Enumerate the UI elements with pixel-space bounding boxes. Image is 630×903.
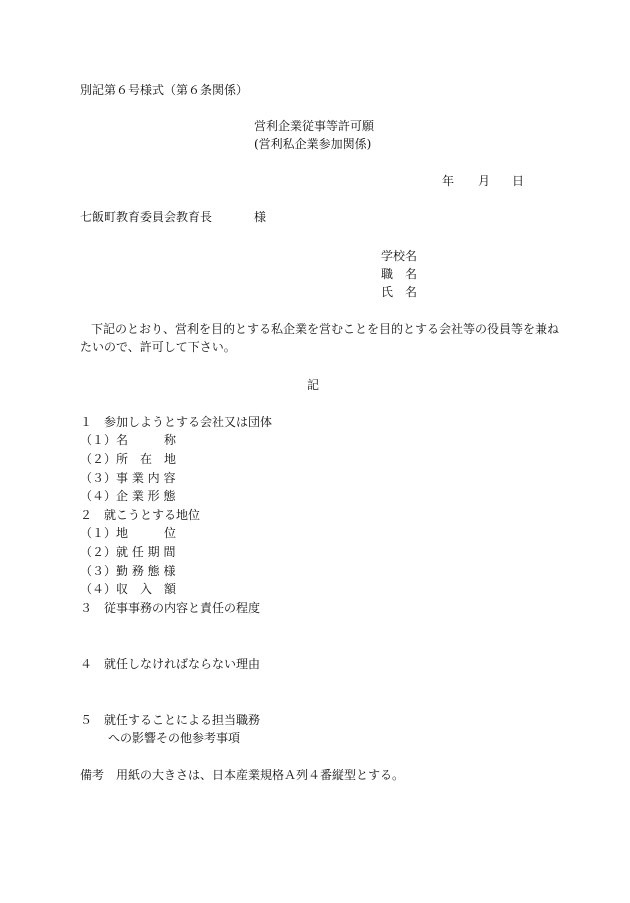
date-month-label: 月 bbox=[478, 174, 491, 188]
section-5-heading-continued: への影響その他参考事項 bbox=[108, 731, 241, 745]
section-1-item: （４）企 業 形 態 bbox=[80, 489, 176, 503]
section-3-heading: ３ 従事事務の内容と責任の程度 bbox=[80, 601, 261, 615]
ki-heading: 記 bbox=[307, 378, 320, 392]
document-subtitle: (営利私企業参加関係) bbox=[254, 137, 372, 151]
applicant-position-label: 職 名 bbox=[381, 267, 418, 281]
section-1-item: （２）所 在 地 bbox=[80, 452, 177, 466]
form-number: 別記第６号様式（第６条関係） bbox=[80, 83, 249, 97]
section-1-heading: １ 参加しようとする会社又は団体 bbox=[80, 415, 273, 429]
date-day-label: 日 bbox=[512, 174, 525, 188]
addressee-honorific: 様 bbox=[254, 210, 267, 224]
applicant-school-label: 学校名 bbox=[381, 249, 418, 263]
body-text-line-2: たいので、許可して下さい。 bbox=[80, 340, 236, 354]
body-text-line-1: 下記のとおり、営利を目的とする私企業を営むことを目的とする会社等の役員等を兼ね bbox=[91, 322, 560, 336]
section-2-item: （４）収 入 額 bbox=[80, 582, 177, 596]
date-year-label: 年 bbox=[442, 174, 455, 188]
section-1-item: （１）名 称 bbox=[80, 433, 177, 447]
section-5-heading: ５ 就任することによる担当職務 bbox=[80, 713, 261, 727]
document-title: 営利企業従事等許可願 bbox=[254, 119, 375, 133]
section-2-item: （２）就 任 期 間 bbox=[80, 545, 176, 559]
addressee-name: 七飯町教育委員会教育長 bbox=[80, 210, 213, 224]
section-2-heading: ２ 就こうとする地位 bbox=[80, 508, 201, 522]
section-1-item: （３）事 業 内 容 bbox=[80, 471, 176, 485]
section-2-item: （１）地 位 bbox=[80, 526, 177, 540]
section-2-item: （３）勤 務 態 様 bbox=[80, 564, 176, 578]
applicant-name-label: 氏 名 bbox=[381, 285, 418, 299]
section-4-heading: ４ 就任しなければならない理由 bbox=[80, 657, 261, 671]
remarks: 備考 用紙の大きさは、日本産業規格Ａ列４番縦型とする。 bbox=[80, 768, 405, 782]
